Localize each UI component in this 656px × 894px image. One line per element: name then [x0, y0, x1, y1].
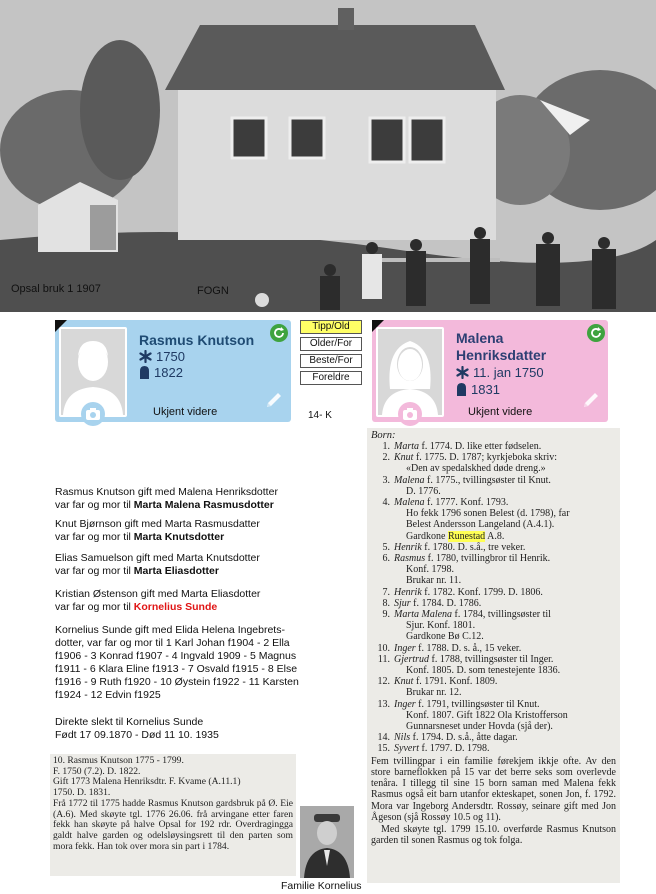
- born-entry: 11. Gjertrud f. 1788, tvillingsøster til Inger. Konf. 1805. D. som tenestejente 1836.: [377, 653, 561, 677]
- gen-button-beste-for[interactable]: Beste/For: [300, 354, 362, 368]
- mother-name[interactable]: [456, 330, 586, 364]
- mother-death-row: [456, 382, 500, 397]
- father-name[interactable]: Rasmus Knutson: [139, 332, 255, 348]
- kornelius-portrait: [300, 806, 354, 878]
- mother-name-line2: Henriksdatter: [456, 347, 547, 363]
- born-entry: 10. Inger f. 1788. D. s. å., 15 veker.: [377, 642, 522, 654]
- mother-birth: 11. jan 1750: [473, 365, 544, 380]
- born-entry: 2. Knut f. 1775. D. 1787; kyrkjeboka skriv: «Den av spedalskhed døde dreng.»: [382, 452, 558, 475]
- born-entry: 6. Rasmus f. 1780, tvillingbror til Henrik. Konf. 1798. Brukar nr. 11.: [382, 553, 551, 587]
- refresh-icon[interactable]: [587, 324, 605, 342]
- camera-icon[interactable]: [81, 402, 105, 426]
- lineage-child: Marta Eliasdotter: [133, 565, 219, 577]
- gravestone-icon: [456, 383, 467, 396]
- father-birth-row: [139, 349, 185, 364]
- asterisk-icon: [456, 366, 469, 379]
- mother-death: 1831: [471, 382, 500, 397]
- generation-label: 14- K: [308, 410, 332, 421]
- book-paragraph: Med skøyte tgl. 1799 15.10. overførde Rasmus Knutson garden til sonen Rasmus og tok folga.: [371, 823, 616, 847]
- edit-pencil-icon[interactable]: [582, 391, 600, 414]
- gen-button-older-for[interactable]: Older/For: [300, 337, 362, 351]
- refresh-icon[interactable]: [270, 324, 288, 342]
- book-paragraph: Frå 1772 til 1775 hadde Rasmus Knutson gardsbruk på Ø. Eie (A.6). Med skøyte tgl. 1776 26.06. frå arvingane etter faren fekk han skøyte på halve Opsal for 192 rdr. Overdragingga galdt halve garden og odelsløysingsrett til den parten som mora fekk. Han tok over mora sin part i 1784.: [53, 797, 293, 852]
- photo-caption-right: FOGN: [197, 285, 229, 297]
- camera-icon[interactable]: [398, 402, 422, 426]
- mother-birth-row: [456, 365, 544, 380]
- born-list: [371, 441, 616, 755]
- born-heading: Born:: [371, 430, 396, 441]
- born-entry: 7. Henrik f. 1782. Konf. 1799. D. 1806.: [382, 586, 543, 598]
- asterisk-icon: [139, 350, 152, 363]
- born-entry: 4. Malena f. 1777. Konf. 1793. Ho fekk 1796 sonen Belest (d. 1798), far Belest Andersson Langeland (A.4.1). Gardkone Runestad A.8.: [382, 497, 570, 542]
- book-paragraph: Fem tvillingpar i ein familie førekjem ikkje ofte. Av den store barneflokken på 15 var det berre seks som overlevde tenåra. I tillegg til sine 15 born saman med Malena fekk Rasmus også eit barn utanfor ekteskapet, sonen Jon, f. 1792. Mora var Ingeborg Andersdtr. Rossøy, seinare gift med Jon Ågeson (sjå Rossøy 10.5 og 11).: [371, 755, 616, 823]
- father-card[interactable]: [55, 320, 291, 422]
- mother-status: Ukjent videre: [468, 406, 533, 418]
- born-entry: 12. Knut f. 1791. Konf. 1809. Brukar nr. 12.: [377, 676, 498, 699]
- born-entry: 15. Syvert f. 1797. D. 1798.: [377, 743, 490, 755]
- direct-line-block: Direkte slekt til Kornelius Sunde Født 17 09.1870 - Død 11 10. 1935: [55, 716, 219, 741]
- lineage-entry: Knut Bjørnson gift med Marta Rasmusdatter var far og mor til Marta Knutsdotter: [55, 518, 260, 543]
- born-entry: 13. Inger f. 1791, tvillingsøster til Knut. Konf. 1807. Gift 1822 Ola Kristofferson Gunnarsneset under Hovda (sjå der).: [377, 698, 568, 733]
- photo-caption-left: Opsal bruk 1 1907: [11, 283, 101, 295]
- portrait-caption: Familie Kornelius: [281, 880, 362, 892]
- farm-photo: [0, 0, 656, 312]
- children-block: Kornelius Sunde gift med Elida Helena Ingebrets- dotter, var far og mor til 1 Karl Johan f1904 - 2 Ella f1906 - 3 Konrad f1907 - 4 Ingvald 1909 - 5 Magnus f1911 - 6 Klara Eline f1913 - 7 Osvald f1915 - 8 Else f1916 - 9 Ruth f1920 - 10 Øystein f1922 - 11 Karsten f1924 - 12 Edvin f1925: [55, 624, 299, 701]
- gravestone-icon: [139, 366, 150, 379]
- portrait-drawing: [300, 806, 354, 878]
- born-entry: 3. Malena f. 1775., tvillingsøster til Knut. D. 1776.: [382, 474, 551, 497]
- born-entry: 9. Marta Malena f. 1784, tvillingsøster til Sjur. Konf. 1801. Gardkone Bø C.12.: [382, 609, 551, 643]
- father-status: Ukjent videre: [153, 406, 218, 418]
- edit-pencil-icon[interactable]: [265, 391, 283, 414]
- born-entry: 8. Sjur f. 1784. D. 1786.: [382, 597, 482, 609]
- highlighted-word: Runestad: [447, 530, 486, 542]
- born-entry: 1. Marta f. 1774. D. like etter fødselen.: [382, 441, 542, 452]
- father-birth: 1750: [156, 349, 185, 364]
- mother-name-line1: Malena: [456, 330, 504, 346]
- lineage-entry: Kristian Østenson gift med Marta Eliasdotter var far og mor til Kornelius Sunde: [55, 588, 261, 613]
- lineage-child: Marta Malena Rasmusdotter: [133, 499, 274, 511]
- lineage-entry: Rasmus Knutson gift med Malena Henriksdotter var far og mor til Marta Malena Rasmusdotter: [55, 486, 278, 511]
- born-entry: 5. Henrik f. 1780. D. s.å., tre veker.: [382, 541, 526, 553]
- lineage-child: Marta Knutsdotter: [133, 531, 225, 543]
- father-death-row: [139, 365, 183, 380]
- lineage-child-highlight: Kornelius Sunde: [133, 601, 218, 613]
- father-death: 1822: [154, 365, 183, 380]
- gen-button-foreldre[interactable]: Foreldre: [300, 371, 362, 385]
- gen-button-tipp-old[interactable]: Tipp/Old: [300, 320, 362, 334]
- book-excerpt-rasmus: 10. Rasmus Knutson 1775 - 1799. F. 1750 (7.2). D. 1822. Gift 1773 Malena Henriksdtr. F. Kvame (A.11.1) 1750. D. 1831. Frå 1772 til 1775 hadde Rasmus Knutson gardsbruk på Ø. Eie (A.6). Med skøyte tgl. 1776 26.06. frå arvingane etter faren fekk han skøyte på halve Opsal for 192 rdr. Overdragingga galdt halve garden og odelsløysingsrett til den parten som mora fekk. Han tok over mora sin part i 1784.: [50, 754, 296, 876]
- farm-photo-drawing: [0, 0, 656, 312]
- mother-card[interactable]: [372, 320, 608, 422]
- lineage-entry: Elias Samuelson gift med Marta Knutsdotter var far og mor til Marta Eliasdotter: [55, 552, 260, 577]
- born-entry: 14. Nils f. 1794. D. s.å., åtte dagar.: [377, 732, 518, 744]
- book-excerpt-children: [367, 428, 620, 883]
